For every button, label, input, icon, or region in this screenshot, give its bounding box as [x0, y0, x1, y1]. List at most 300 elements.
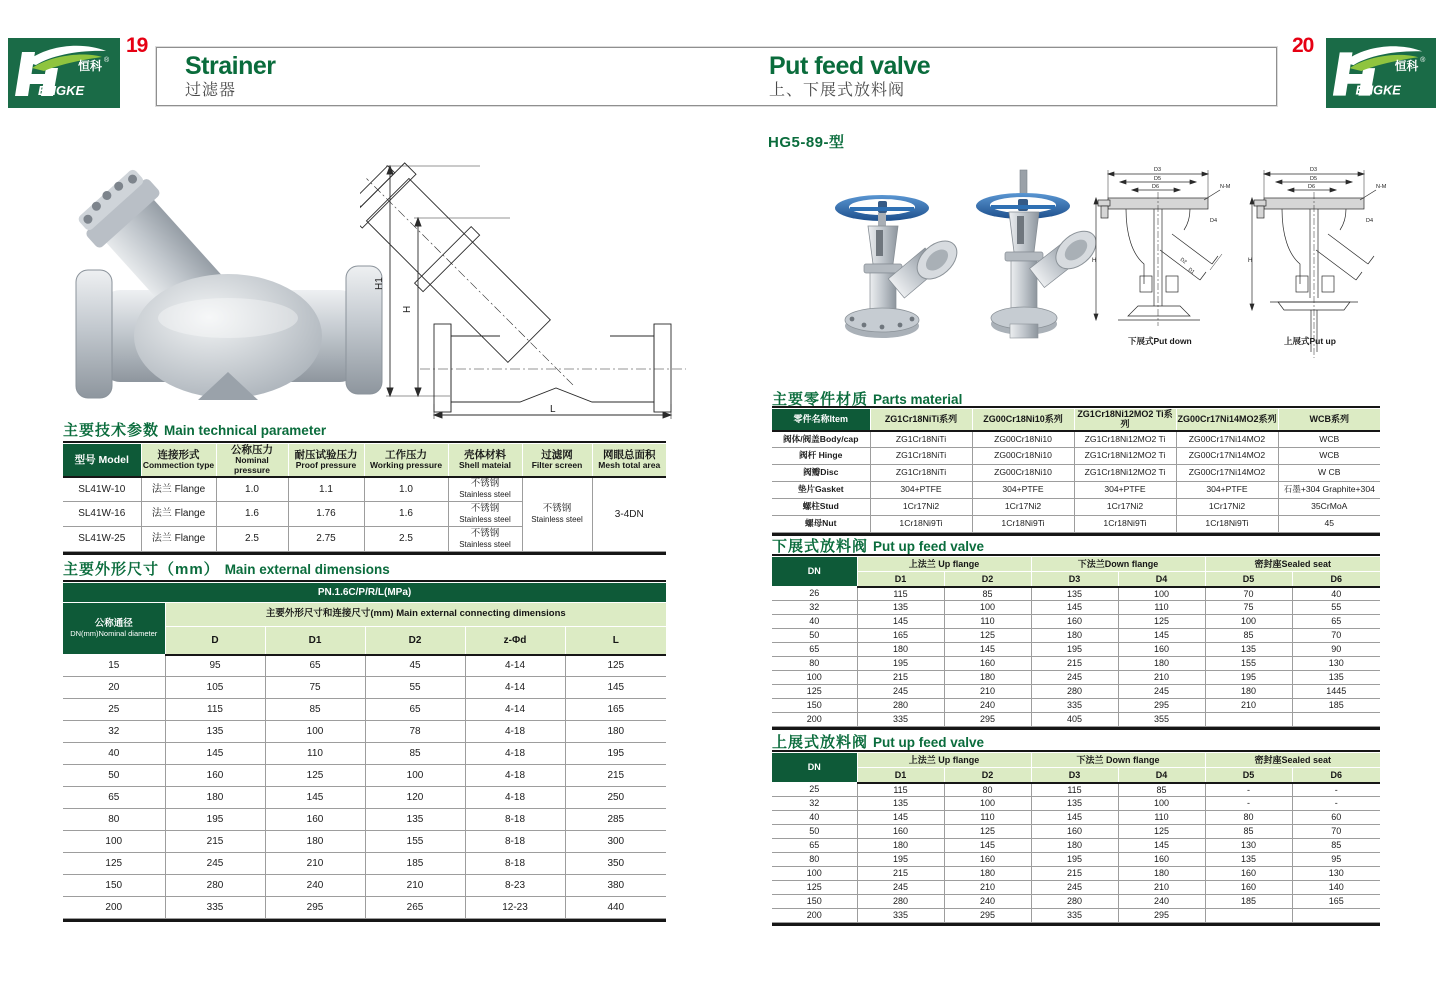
cell: 160	[944, 657, 1031, 671]
cell: 32	[63, 721, 165, 743]
cell: 125	[944, 825, 1031, 839]
cell: 215	[165, 831, 265, 853]
svg-text:下展式Put down: 下展式Put down	[1128, 336, 1192, 346]
cell: 300	[565, 831, 666, 853]
cell: ZG1Cr18NiTi	[870, 465, 972, 482]
put-up-drawing	[1250, 170, 1376, 358]
svg-text:H: H	[1248, 258, 1253, 264]
cell: 210	[365, 875, 465, 897]
table-row	[63, 677, 666, 699]
column-header: D4	[1118, 572, 1205, 587]
put-up-table	[772, 750, 1380, 926]
table-row	[772, 587, 1380, 601]
table-row	[772, 895, 1380, 909]
cell: 304+PTFE	[870, 482, 972, 499]
column-header: D5	[1205, 768, 1292, 783]
right-title-block	[769, 53, 930, 102]
table-row	[772, 431, 1380, 448]
cell: 115	[857, 783, 944, 797]
cell: ZG00Cr18Ni10	[972, 448, 1074, 465]
cell: 304+PTFE	[1074, 482, 1176, 499]
cell: 245	[1031, 671, 1118, 685]
svg-text:®: ®	[1420, 57, 1426, 65]
cell: 250	[565, 787, 666, 809]
cell: 32	[772, 797, 857, 811]
right-page-title: Put feed valve	[769, 52, 931, 80]
cell: 65	[265, 655, 365, 677]
left-page-subtitle: 过滤器	[185, 82, 237, 99]
cell: 335	[857, 909, 944, 923]
cell: -	[1205, 797, 1292, 811]
table-row	[63, 809, 666, 831]
cell: 145	[857, 811, 944, 825]
cell: 125	[944, 629, 1031, 643]
cell: 105	[165, 677, 265, 699]
svg-text:N-M: N-M	[1376, 184, 1387, 190]
cell: 125	[772, 881, 857, 895]
strainer-technical-drawing	[360, 138, 692, 420]
cell: ZG1Cr18NiTi	[870, 448, 972, 465]
cell: 115	[1031, 783, 1118, 797]
cell: 160	[1118, 853, 1205, 867]
table-row	[772, 629, 1380, 643]
cell: 145	[857, 615, 944, 629]
svg-text:D5: D5	[1310, 176, 1318, 182]
cell: 195	[1031, 643, 1118, 657]
table-row	[772, 448, 1380, 465]
cell: 45	[1278, 516, 1380, 533]
column-header-series: ZG00Cr17Ni14MO2系列	[1176, 409, 1278, 431]
feed-valve-technical-drawings	[1092, 158, 1392, 376]
cell: 335	[857, 713, 944, 727]
table-row	[63, 477, 666, 502]
cell: 130	[1292, 657, 1380, 671]
cell: 115	[165, 699, 265, 721]
cell: 304+PTFE	[1176, 482, 1278, 499]
cell: 80	[772, 853, 857, 867]
cell: 135	[1292, 671, 1380, 685]
cell: 280	[1031, 895, 1118, 909]
cell: 法兰 Flange	[141, 477, 216, 502]
cell: 265	[365, 897, 465, 919]
cell: ZG00Cr18Ni10	[972, 431, 1074, 448]
cell: 130	[1292, 867, 1380, 881]
cell: 80	[63, 809, 165, 831]
cell: 4-18	[465, 765, 565, 787]
cell: 160	[857, 825, 944, 839]
cell: 145	[1031, 811, 1118, 825]
column-header-series: WCB系列	[1278, 409, 1380, 431]
column-header: D	[165, 627, 265, 655]
cell: SL41W-25	[63, 527, 141, 552]
cell: ZG00Cr17Ni14MO2	[1176, 431, 1278, 448]
cell: 215	[1031, 657, 1118, 671]
svg-text:D1: D1	[1186, 266, 1196, 276]
cell: 阀瓣Disc	[772, 465, 870, 482]
table-row	[63, 831, 666, 853]
cell: 螺柱Stud	[772, 499, 870, 516]
cell: 210	[944, 685, 1031, 699]
table-row	[63, 897, 666, 919]
cell: 115	[857, 587, 944, 601]
cell: -	[1292, 783, 1380, 797]
cell: 125	[63, 853, 165, 875]
cell: 85	[1205, 629, 1292, 643]
cell: 1.0	[216, 477, 288, 502]
cell: 螺母Nut	[772, 516, 870, 533]
cell: 80	[944, 783, 1031, 797]
cell: 125	[1118, 615, 1205, 629]
cell: 55	[365, 677, 465, 699]
cell: 180	[165, 787, 265, 809]
cell: W CB	[1278, 465, 1380, 482]
cell: 70	[1292, 629, 1380, 643]
cell: 160	[1031, 615, 1118, 629]
cell: 1Cr18Ni9Ti	[1176, 516, 1278, 533]
table-row	[772, 881, 1380, 895]
cell: 185	[1292, 699, 1380, 713]
column-header-shell: 壳体材料 Shell mateial	[448, 444, 522, 477]
cell: 95	[1292, 853, 1380, 867]
cell: 245	[165, 853, 265, 875]
cell: 145	[944, 839, 1031, 853]
cell: 40	[63, 743, 165, 765]
cell: 1Cr17Ni2	[870, 499, 972, 516]
cell: 1Cr18Ni9Ti	[972, 516, 1074, 533]
tech-params-title: 主要技术参数 Main technical parameter	[63, 422, 327, 439]
cell: 240	[265, 875, 365, 897]
table-row	[772, 685, 1380, 699]
cell: 180	[857, 643, 944, 657]
cell: 335	[1031, 909, 1118, 923]
page-number-right: 20	[1292, 34, 1314, 57]
table-row	[63, 765, 666, 787]
svg-text:ENGKE: ENGKE	[1355, 82, 1401, 98]
table-row	[772, 853, 1380, 867]
cell: 40	[1292, 587, 1380, 601]
dimensions-table	[63, 580, 666, 922]
cell: 4-14	[465, 655, 565, 677]
cell: 350	[565, 853, 666, 875]
table-row	[63, 655, 666, 677]
cell: 65	[1292, 615, 1380, 629]
column-header-series: ZG00Cr18Ni10系列	[972, 409, 1074, 431]
column-header-working: 工作压力 Working pressure	[364, 444, 448, 477]
title-bar	[156, 47, 1277, 106]
group-header-row	[772, 753, 1380, 768]
cell: 15	[63, 655, 165, 677]
cell: 125	[772, 685, 857, 699]
cell: 70	[1292, 825, 1380, 839]
dimensions-title: 主要外形尺寸（mm） Main external dimensions	[63, 561, 390, 578]
column-header-item: 零件名称Item	[772, 409, 870, 431]
column-header: D6	[1292, 768, 1380, 783]
cell: 135	[1031, 587, 1118, 601]
cell: 440	[565, 897, 666, 919]
cell: 120	[365, 787, 465, 809]
svg-text:D3: D3	[1310, 167, 1318, 173]
header-row	[772, 768, 1380, 783]
cell: 200	[772, 713, 857, 727]
header-row	[63, 444, 666, 477]
cell: 215	[857, 671, 944, 685]
cell: 1Cr17Ni2	[972, 499, 1074, 516]
cell: 2.5	[216, 527, 288, 552]
svg-text:D4: D4	[1210, 218, 1218, 224]
cell: 195	[565, 743, 666, 765]
cell: 160	[265, 809, 365, 831]
svg-text:D6: D6	[1152, 184, 1160, 190]
table-row	[772, 839, 1380, 853]
column-header-filter: 过滤网 Filter screen	[522, 444, 592, 477]
column-header: D2	[944, 572, 1031, 587]
cell: 100	[1205, 615, 1292, 629]
cell: 130	[1205, 839, 1292, 853]
cell: ZG1Cr18Ni12MO2 Ti	[1074, 448, 1176, 465]
cell: 195	[1205, 671, 1292, 685]
cell: 1Cr17Ni2	[1176, 499, 1278, 516]
column-header-mesh: 网眼总面积 Mesh total area	[592, 444, 666, 477]
cell: 285	[565, 809, 666, 831]
table-row	[63, 787, 666, 809]
cell: 不锈钢 Stainless steel	[448, 527, 522, 552]
cell: 石墨+304 Graphite+304	[1278, 482, 1380, 499]
cell: ZG00Cr18Ni10	[972, 465, 1074, 482]
cell: 法兰 Flange	[141, 527, 216, 552]
cell: 180	[1031, 839, 1118, 853]
cell: 185	[365, 853, 465, 875]
table-row	[772, 465, 1380, 482]
hengke-logo-icon	[1326, 38, 1436, 108]
column-header: D1	[857, 768, 944, 783]
group-header-up-flange: 上法兰 Up flange	[857, 753, 1031, 768]
cell: 25	[772, 783, 857, 797]
cell: 160	[1031, 825, 1118, 839]
cell: 210	[1205, 699, 1292, 713]
svg-text:H: H	[1092, 258, 1097, 264]
table-row	[772, 643, 1380, 657]
cell: 160	[165, 765, 265, 787]
cell: 75	[1205, 601, 1292, 615]
cell: 125	[565, 655, 666, 677]
cell: 380	[565, 875, 666, 897]
cell: 145	[1118, 629, 1205, 643]
cell: 90	[1292, 643, 1380, 657]
cell: 145	[265, 787, 365, 809]
cell: 80	[1205, 811, 1292, 825]
table-row	[772, 615, 1380, 629]
cell: 240	[1118, 895, 1205, 909]
svg-text:D3: D3	[1154, 167, 1162, 173]
cell: 245	[1031, 881, 1118, 895]
cell: 160	[944, 853, 1031, 867]
brand-logo-left	[8, 38, 120, 108]
cell: 110	[944, 811, 1031, 825]
cell: 180	[857, 839, 944, 853]
cell: 8-23	[465, 875, 565, 897]
cell: 245	[1118, 685, 1205, 699]
right-page-subtitle: 上、下展式放料阀	[769, 82, 906, 99]
cell: 110	[944, 615, 1031, 629]
cell: 40	[772, 615, 857, 629]
cell: 78	[365, 721, 465, 743]
cell: 125	[265, 765, 365, 787]
cell: 50	[63, 765, 165, 787]
table-row	[772, 783, 1380, 797]
table-row	[63, 721, 666, 743]
cell: 405	[1031, 713, 1118, 727]
pn-header: PN.1.6C/P/R/L(MPa)	[63, 583, 666, 603]
cell: 295	[944, 909, 1031, 923]
cell: 195	[1031, 853, 1118, 867]
group-header-sealed-seat: 密封座Sealed seat	[1205, 753, 1380, 768]
cell: 8-18	[465, 853, 565, 875]
cell: 200	[772, 909, 857, 923]
group-header-row	[63, 603, 666, 627]
cell: 100	[944, 797, 1031, 811]
column-header-dn: DN	[772, 557, 857, 587]
cell	[1292, 909, 1380, 923]
cell: 180	[1118, 867, 1205, 881]
cell	[1292, 713, 1380, 727]
cell: 215	[1031, 867, 1118, 881]
cell: 1Cr18Ni9Ti	[1074, 516, 1176, 533]
column-header: D2	[365, 627, 465, 655]
cell: ZG00Cr17Ni14MO2	[1176, 465, 1278, 482]
cell: 195	[857, 853, 944, 867]
column-header-connection: 连接形式 Commection type	[141, 444, 216, 477]
cell: 不锈钢 Stainless steel	[448, 502, 522, 527]
table-row	[772, 909, 1380, 923]
group-header-sealed-seat: 密封座Sealed seat	[1205, 557, 1380, 572]
tech-params-table	[63, 441, 666, 555]
cell: -	[1292, 797, 1380, 811]
cell: 210	[944, 881, 1031, 895]
cell: 180	[565, 721, 666, 743]
cell: 100	[772, 671, 857, 685]
cell: 100	[1118, 587, 1205, 601]
table-row	[772, 671, 1380, 685]
cell: 215	[565, 765, 666, 787]
cell: 280	[857, 895, 944, 909]
table-row	[772, 825, 1380, 839]
cell: 2.5	[364, 527, 448, 552]
table-row	[772, 811, 1380, 825]
cell: 295	[944, 713, 1031, 727]
table-row	[772, 516, 1380, 533]
cell: ZG1Cr18Ni12MO2 Ti	[1074, 465, 1176, 482]
parts-material-title: 主要零件材质 Parts material	[772, 391, 963, 408]
table-row	[772, 482, 1380, 499]
table-row	[772, 657, 1380, 671]
cell: 145	[944, 643, 1031, 657]
cell: 150	[772, 699, 857, 713]
column-header: D5	[1205, 572, 1292, 587]
cell: 165	[1292, 895, 1380, 909]
cell: 135	[1205, 853, 1292, 867]
svg-text:D6: D6	[1308, 184, 1316, 190]
cell: 55	[1292, 601, 1380, 615]
cell: 50	[772, 629, 857, 643]
svg-text:恒科: 恒科	[78, 59, 103, 73]
column-header-dn: 公称通径 DN(mm)Nominal diameter	[63, 603, 165, 655]
column-header-proof: 耐压试验压力 Proof pressure	[288, 444, 364, 477]
left-page-title: Strainer	[185, 52, 276, 80]
group-header-up-flange: 上法兰 Up flange	[857, 557, 1031, 572]
cell: 80	[772, 657, 857, 671]
svg-text:D5: D5	[1154, 176, 1162, 182]
cell: 135	[165, 721, 265, 743]
cell: 215	[857, 867, 944, 881]
cell: 1Cr17Ni2	[1074, 499, 1176, 516]
svg-text:ENGKE: ENGKE	[38, 83, 85, 98]
column-header-dn: DN	[772, 753, 857, 783]
svg-text:上展式Put up: 上展式Put up	[1284, 336, 1336, 346]
svg-text:®: ®	[104, 57, 110, 64]
column-header-nominal: 公称压力 Nominal pressure	[216, 444, 288, 477]
group-header-down-flange: 下法兰 Down flange	[1031, 753, 1205, 768]
cell: 4-14	[465, 677, 565, 699]
cell: ZG1Cr18NiTi	[870, 431, 972, 448]
cell: 295	[265, 897, 365, 919]
cell: 100	[365, 765, 465, 787]
cell: 200	[63, 897, 165, 919]
cell: 280	[857, 699, 944, 713]
cell: 32	[772, 601, 857, 615]
cell: 85	[1205, 825, 1292, 839]
svg-text:N-M: N-M	[1220, 184, 1231, 190]
cell: 280	[165, 875, 265, 897]
cell: 195	[857, 657, 944, 671]
cell: 100	[1118, 797, 1205, 811]
cell: -	[1205, 783, 1292, 797]
cell: 110	[1118, 601, 1205, 615]
cell: 26	[772, 587, 857, 601]
cell: ZG00Cr17Ni14MO2	[1176, 448, 1278, 465]
cell: 1.6	[364, 502, 448, 527]
hengke-logo-icon	[8, 38, 120, 108]
cell: 1.76	[288, 502, 364, 527]
cell: 155	[365, 831, 465, 853]
cell: 210	[265, 853, 365, 875]
table-row	[63, 853, 666, 875]
valve-photo-put-up	[976, 170, 1096, 338]
cell-filter-screen: 不锈钢 Stainless steel	[522, 477, 592, 552]
cell: 210	[1118, 881, 1205, 895]
cell: 65	[63, 787, 165, 809]
cell: 110	[265, 743, 365, 765]
cell: 245	[857, 881, 944, 895]
cell: 65	[365, 699, 465, 721]
cell: 180	[1031, 629, 1118, 643]
column-header: D3	[1031, 572, 1118, 587]
cell-mesh-total: 3-4DN	[592, 477, 666, 552]
cell: 阀杆 Hinge	[772, 448, 870, 465]
cell: 155	[1205, 657, 1292, 671]
cell: 4-18	[465, 721, 565, 743]
strainer-photo	[68, 148, 390, 414]
table-row	[63, 875, 666, 897]
cell: 25	[63, 699, 165, 721]
cell: 85	[265, 699, 365, 721]
cell: 20	[63, 677, 165, 699]
cell: ZG1Cr18Ni12MO2 Ti	[1074, 431, 1176, 448]
table-row	[772, 797, 1380, 811]
cell: 160	[1205, 881, 1292, 895]
svg-text:D4: D4	[1366, 218, 1374, 224]
cell: 1445	[1292, 685, 1380, 699]
cell: 100	[772, 867, 857, 881]
